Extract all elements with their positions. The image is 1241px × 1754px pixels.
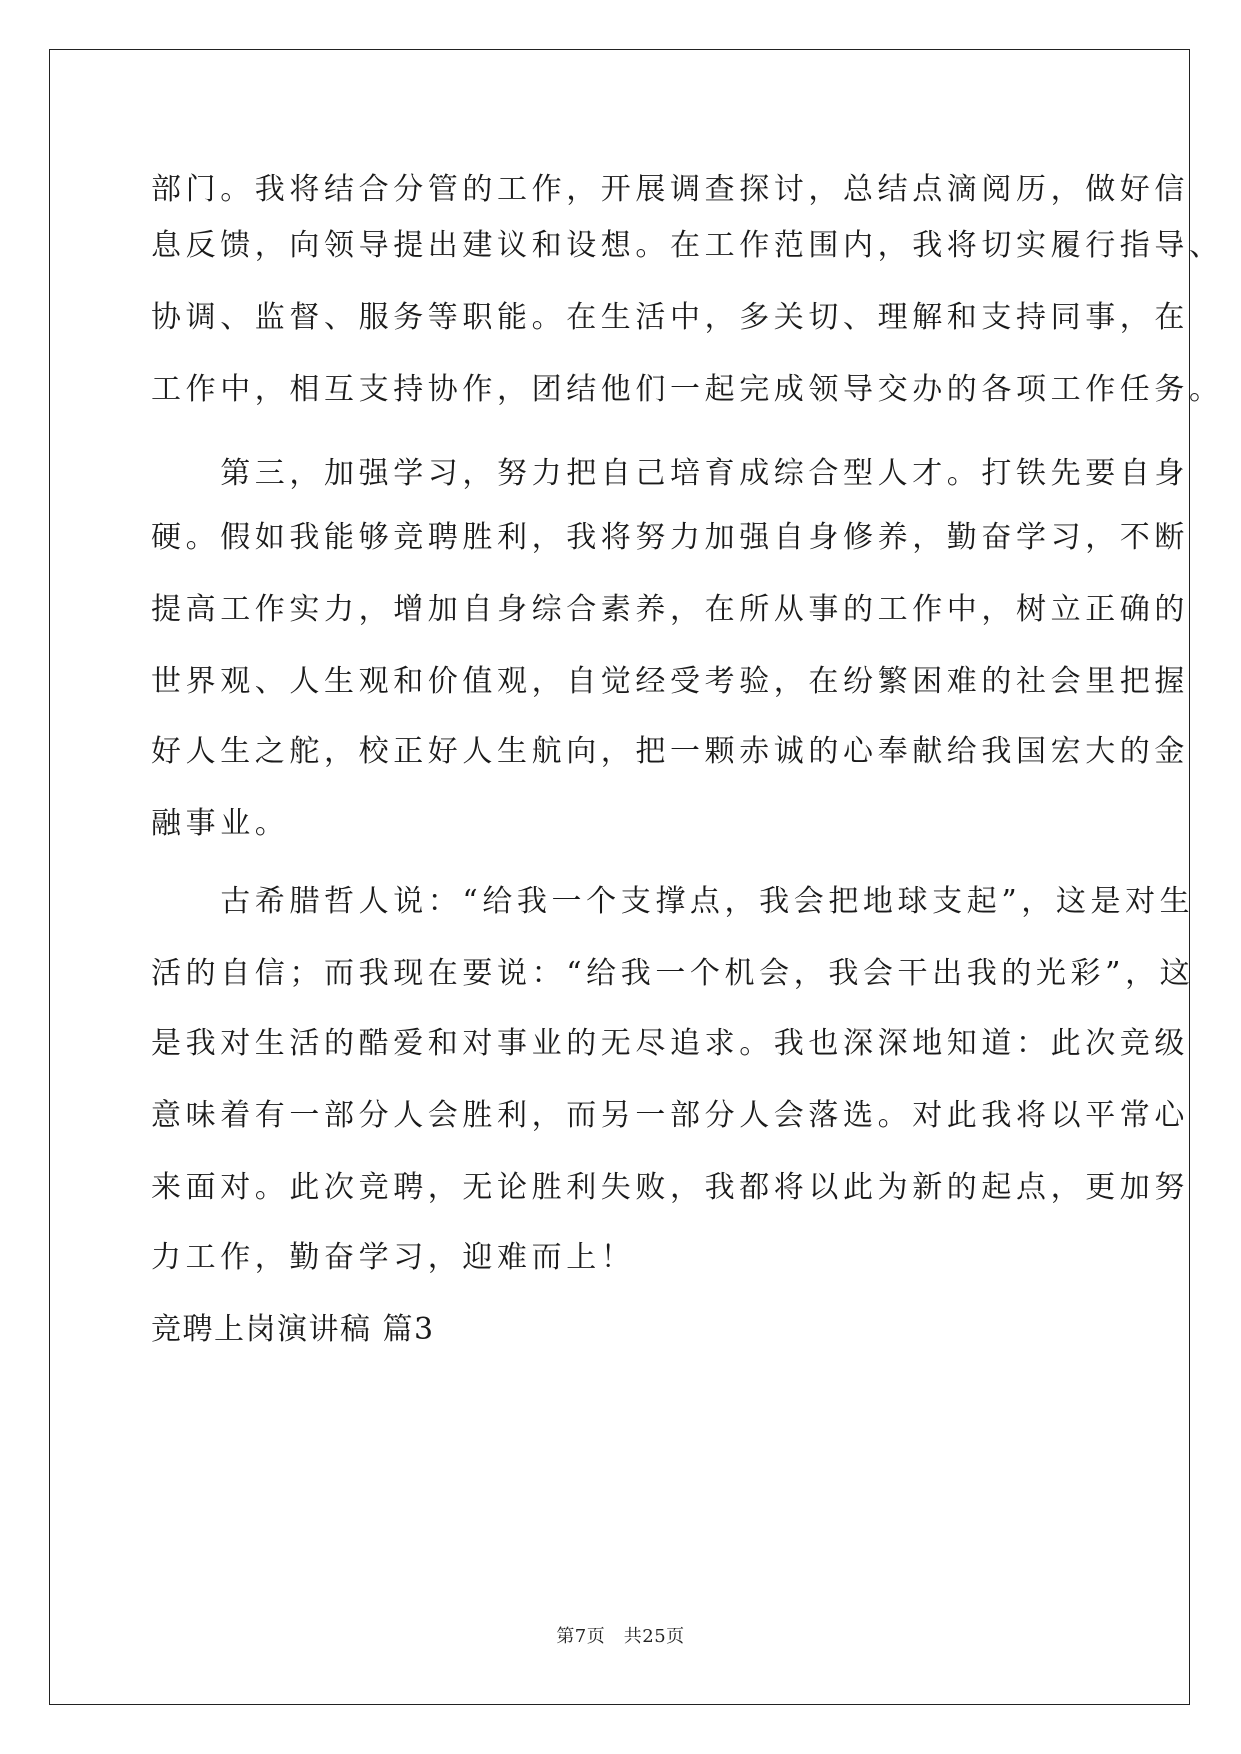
paragraph-line: 协调、监督、服务等职能。在生活中，多关切、理解和支持同事，在 [151,300,1189,335]
page-number: 第7页 共25页 [556,1626,685,1647]
paragraph-line: 提高工作实力，增加自身综合素养，在所从事的工作中，树立正确的 [151,592,1189,627]
paragraph-line: 第三，加强学习，努力把自己培育成综合型人才。打铁先要自身 [151,456,1189,491]
paragraph-line: 融事业。 [151,806,290,841]
paragraph-line: 活的自信；而我现在要说：“给我一个机会，我会干出我的光彩”，这 [151,956,1195,991]
paragraph-line: 部门。我将结合分管的工作，开展调查探讨，总结点滴阅历，做好信 [151,172,1189,207]
paragraph-line: 意味着有一部分人会胜利，而另一部分人会落选。对此我将以平常心 [151,1098,1189,1133]
paragraph-line: 硬。假如我能够竞聘胜利，我将努力加强自身修养，勤奋学习，不断 [151,520,1189,555]
paragraph-line: 世界观、人生观和价值观，自觉经受考验，在纷繁困难的社会里把握 [151,664,1189,699]
paragraph-line: 来面对。此次竞聘，无论胜利失败，我都将以此为新的起点，更加努 [151,1170,1189,1205]
paragraph-line: 好人生之舵，校正好人生航向，把一颗赤诚的心奉献给我国宏大的金 [151,734,1189,769]
paragraph-line: 是我对生活的酷爱和对事业的无尽追求。我也深深地知道：此次竞级 [151,1026,1189,1061]
paragraph-line: 古希腊哲人说：“给我一个支撑点，我会把地球支起”，这是对生 [151,884,1195,919]
paragraph-line: 息反馈，向领导提出建议和设想。在工作范围内，我将切实履行指导、 [151,228,1224,263]
paragraph-line: 力工作，勤奋学习，迎难而上！ [151,1240,636,1275]
section-heading: 竞聘上岗演讲稿 篇3 [151,1312,435,1347]
paragraph-line: 工作中，相互支持协作，团结他们一起完成领导交办的各项工作任务。 [151,372,1224,407]
